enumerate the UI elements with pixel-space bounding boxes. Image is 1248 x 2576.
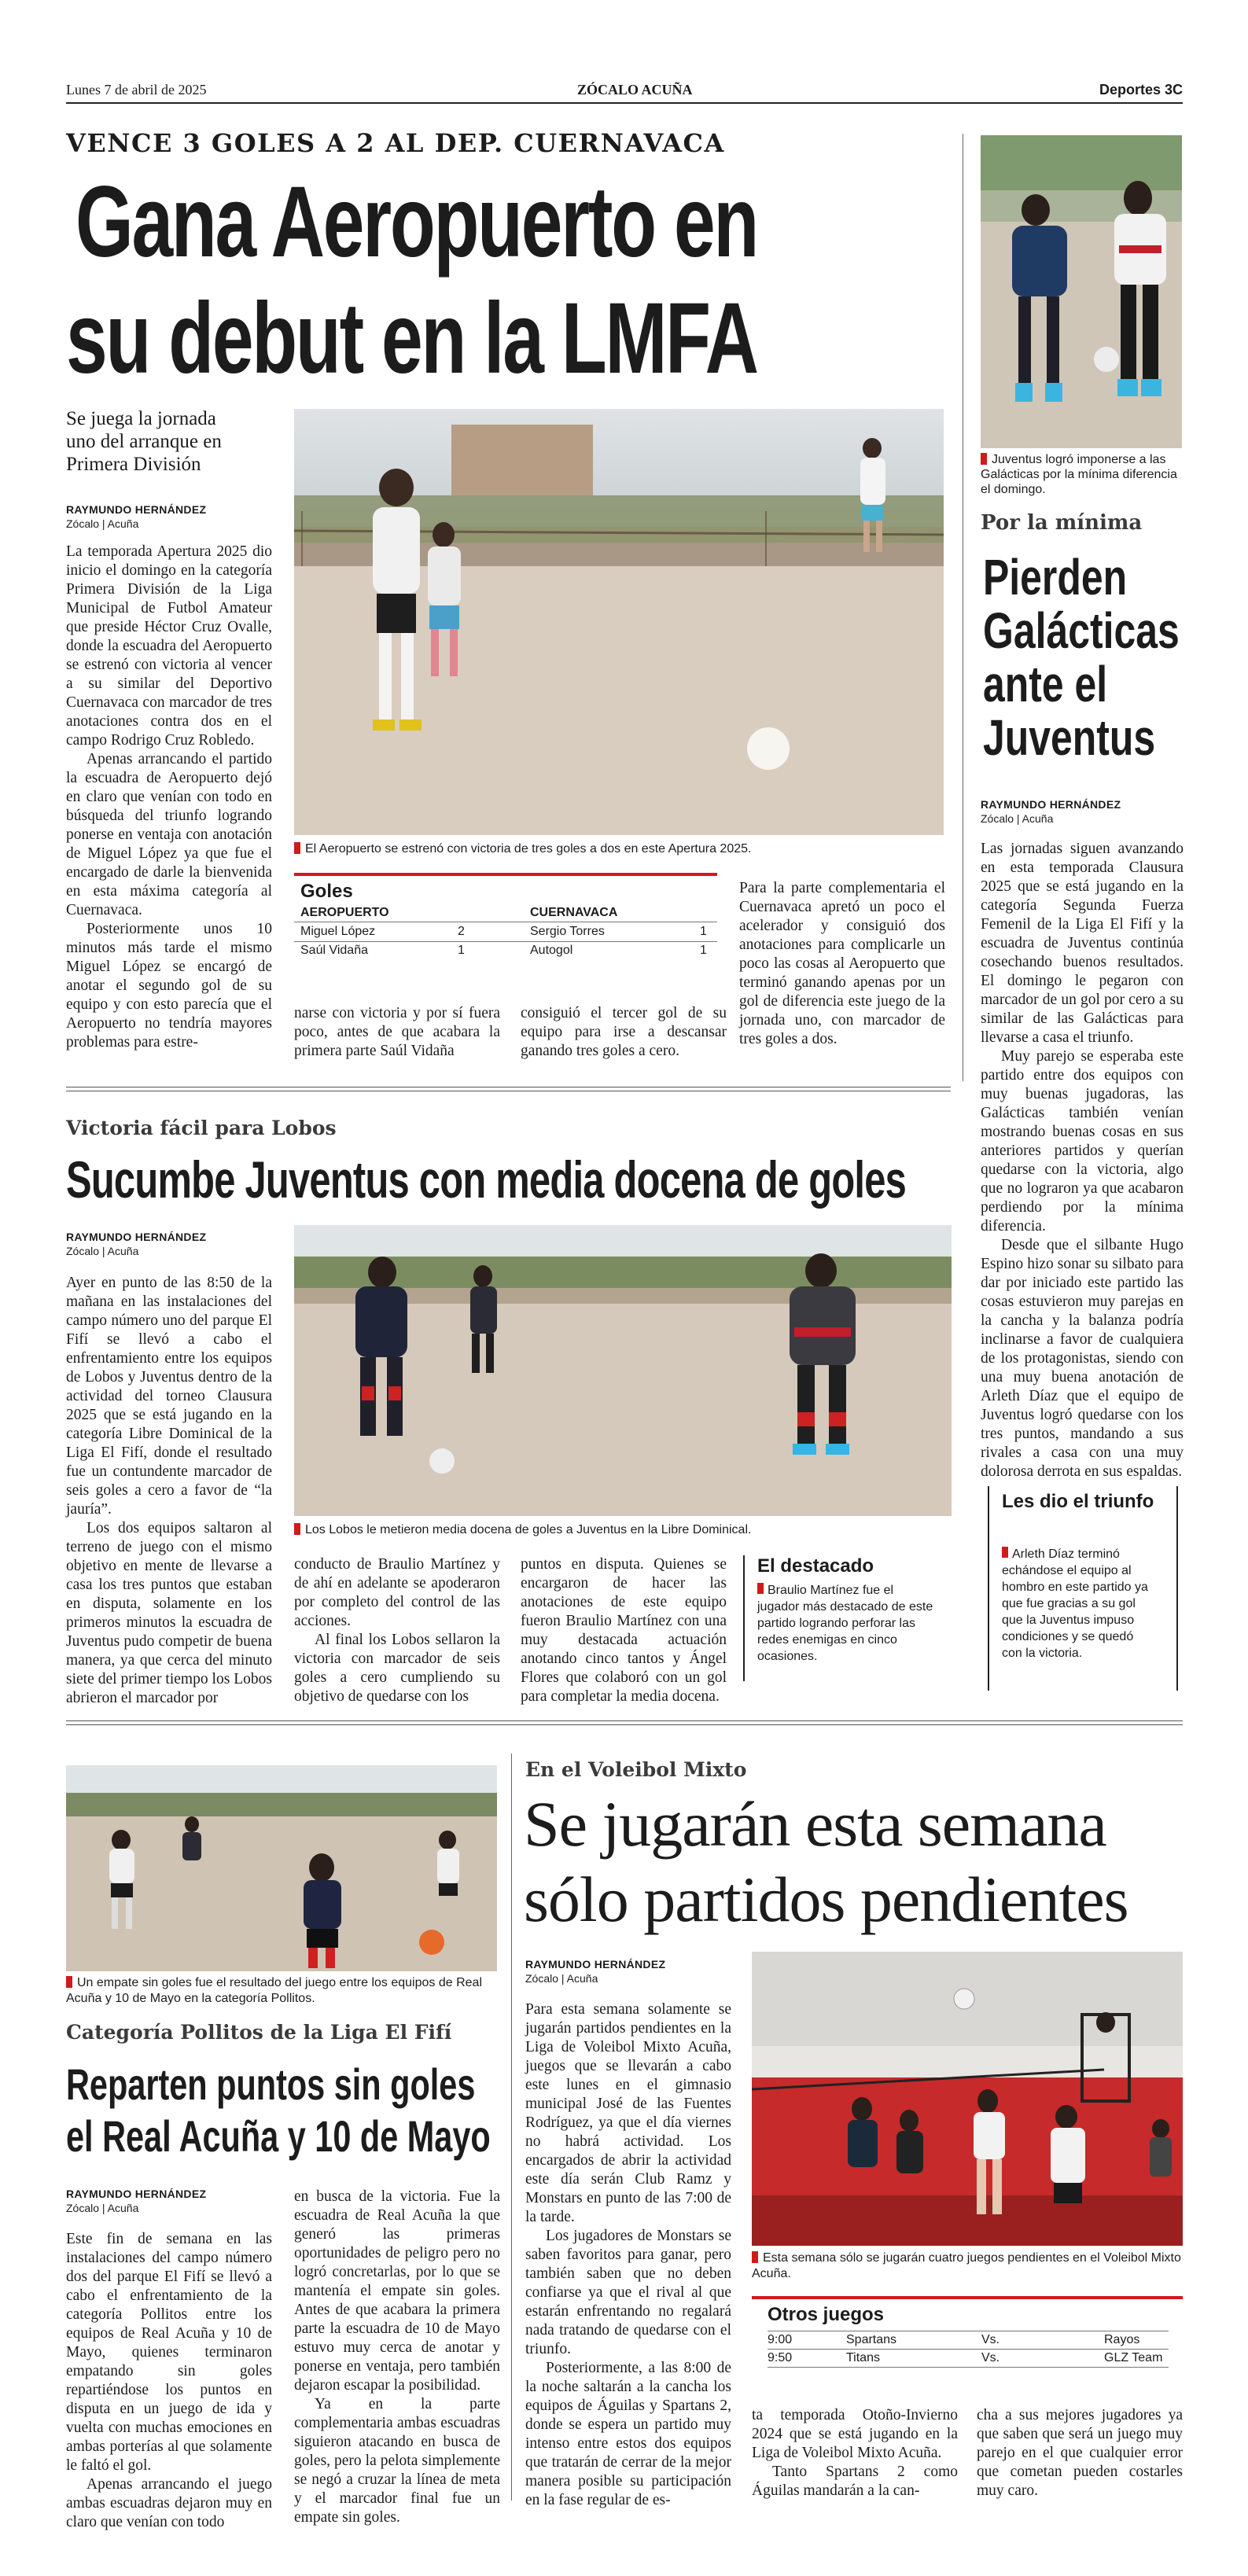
story2-caption-text: Juventus logró imponerse a las Galácticas por la mínima diferencia el domingo. (981, 453, 1177, 496)
story4-byline: RAYMUNDO HERNÁNDEZ (66, 2188, 207, 2200)
story1-headline (66, 164, 939, 407)
goals-row1-p2: Sergio Torres (530, 925, 605, 938)
header-paper-name: ZÓCALO ACUÑA (577, 82, 693, 98)
story1-column-2: narse con victoria y por sí fuera poco, antes de que acabara la primera parte Saúl Vidaña (294, 1005, 500, 1059)
story3-kicker: Victoria fácil para Lobos (66, 1117, 337, 1139)
story2-box-text-wrap (1002, 1546, 1151, 1662)
womens-soccer-photo-illustration (981, 135, 1182, 448)
story1-byline-block (66, 503, 271, 530)
story2-headline-line2: Galácticas (983, 602, 1180, 659)
column-divider (511, 1754, 512, 2501)
story5-column-2 (752, 2406, 958, 2501)
soccer-photo-illustration (294, 409, 944, 835)
paragraph: Apenas arrancando el juego ambas escuadras dejaron muy en claro que venían con todo (66, 2476, 272, 2530)
volleyball-photo-illustration (752, 1952, 1183, 2246)
paragraph: Posteriormente unos 10 minutos más tarde el mismo Miguel López se encargó de anotar el segundo gol de su equipo y con esto parecía que el Aeropuerto no tendría mayores problemas para estre- (66, 921, 272, 1051)
section-divider (66, 1087, 951, 1091)
story2-byline-sub: Zócalo | Acuña (981, 812, 1054, 825)
story3-headline-wrap (66, 1150, 955, 1213)
paragraph: Posteriormente, a las 8:00 de la noche saltarán a la cancha los equipos de Águilas y Spartans 2, donde se espera un partido muy intenso entre estos dos equipos que tratarán de cerrar de la mejor manera posible su participación en la fase regular de es- (525, 2360, 731, 2508)
story1-caption-text: El Aeropuerto se estrenó con victoria de tres goles a dos en este Apertura 2025. (305, 842, 752, 856)
paragraph: Los jugadores de Monstars se saben favoritos para ganar, pero también saben que no deben confiarse ya que el rival al que estarán enfrentando no regalará nada tratando de quedarse con el triunfo. (525, 2228, 731, 2357)
story3-headline: Sucumbe Juventus con media docena de goles (66, 1150, 907, 1209)
games-row1-vs: Vs. (981, 2333, 1000, 2346)
goals-row1-g2: 1 (700, 925, 707, 938)
games-row2-home: Titans (846, 2351, 880, 2364)
story5-photo (752, 1952, 1183, 2246)
story3-box-text-wrap (757, 1582, 938, 1665)
story3-column-3 (521, 1555, 727, 1706)
games-row2-away: GLZ Team (1104, 2351, 1163, 2364)
games-row1-time: 9:00 (768, 2333, 793, 2346)
kids-soccer-photo-illustration (66, 1765, 497, 1971)
page-header (66, 79, 1183, 104)
caption-marker-icon (294, 1523, 300, 1535)
story4-photo (66, 1765, 497, 1971)
story5-byline-sub: Zócalo | Acuña (525, 1972, 598, 1985)
goals-box-title: Goles (300, 881, 353, 902)
paragraph: en busca de la victoria. Fue la escuadra de Real Acuña la que generó las primeras oportunidades de peligro pero no logró concretarlas, por lo que se mantenía el empate sin goles. Antes de que acabara la primera parte la escuadra de 10 de Mayo estuvo muy cerca de anotar y ponerse en ventaja, pero también dejaron escapar la posibilidad. (294, 2188, 500, 2394)
story2-box (988, 1486, 1178, 1691)
paragraph: Apenas arrancando el partido la escuadra de Aeropuerto dejó en claro que venían con todo en búsqueda del triunfo logrando ponerse en ventaja con anotación de Miguel López ya que fue el encargado de darle la bienvenida en esta máxima categoría al Cuernavaca. (66, 751, 272, 918)
box-marker-icon (1002, 1547, 1008, 1558)
story5-byline: RAYMUNDO HERNÁNDEZ (525, 1958, 666, 1971)
paragraph: Tanto Spartans 2 como Águilas mandarán a la can- (752, 2464, 958, 2499)
story3-photo (294, 1225, 952, 1516)
section-divider (66, 1720, 1183, 1725)
story4-headline-line2: el Real Acuña y 10 de Mayo (66, 2111, 491, 2161)
paragraph: puntos en disputa. Quienes se encargaron de hacer las anotaciones de este equipo fueron Braulio Martínez con una muy destacada actuación anotando cinco tantos y Ángel Flores que colaboró con un gol para completar la media docena. (521, 1556, 727, 1705)
goals-row1-g1: 2 (458, 925, 465, 938)
paragraph: Al final los Lobos sellaron la victoria con marcador de seis goles a cero cumpliendo su objetivo de quedarse con los (294, 1632, 500, 1705)
games-box (752, 2296, 1183, 2376)
story3-column-1 (66, 1274, 272, 1708)
story1-byline: RAYMUNDO HERNÁNDEZ (66, 503, 207, 516)
goals-row2-p1: Saúl Vidaña (300, 944, 368, 957)
story4-caption-text: Un empate sin goles fue el resultado del juego entre los equipos de Real Acuña y 10 de Mayo en la categoría Pollitos. (66, 1976, 482, 2005)
story3-byline-block (66, 1231, 271, 1257)
games-row2-time: 9:50 (768, 2351, 793, 2364)
goals-row1-p1: Miguel López (300, 925, 376, 938)
story3-box-title: El destacado (757, 1555, 874, 1577)
paragraph: Para esta semana solamente se jugarán partidos pendientes en la Liga de Voleibol Mixto Acuña, juegos que se llevarán a cabo este lunes en el gimnasio municipal José de las Fuentes Rodríguez, ya que el día viernes no habrá actividad. Los encargados de abrir la actividad este día serán Club Ramz y Monstars en punto de las 7:00 de la tarde. (525, 2001, 731, 2225)
story3-photo-caption (294, 1522, 952, 1538)
header-date: Lunes 7 de abril de 2025 (66, 82, 207, 98)
story1-byline-sub: Zócalo | Acuña (66, 517, 139, 530)
paragraph: ta temporada Otoño-Invierno 2024 que se está jugando en la Liga de Voleibol Mixto Acuña. (752, 2407, 958, 2461)
story2-box-title: Les dio el triunfo (1002, 1491, 1154, 1512)
story4-photo-caption (66, 1975, 497, 2007)
story3-byline: RAYMUNDO HERNÁNDEZ (66, 1231, 207, 1243)
story2-kicker: Por la mínima (981, 511, 1143, 535)
box-marker-icon (757, 1583, 764, 1594)
caption-marker-icon (752, 2251, 758, 2263)
story5-kicker: En el Voleibol Mixto (525, 1758, 747, 1781)
story4-byline-block (66, 2188, 271, 2214)
story4-headline (66, 2059, 506, 2169)
story2-byline: RAYMUNDO HERNÁNDEZ (981, 798, 1121, 811)
goals-row2-p2: Autogol (530, 944, 573, 957)
games-row2-vs: Vs. (981, 2351, 1000, 2364)
paragraph: Ayer en punto de las 8:50 de la mañana en las instalaciones del campo número uno del parque El Fifí se llevó a cabo el enfrentamiento entre los equipos de Lobos y Juventus dentro de la actividad del torneo Clausura 2025 que se está jugando en la categoría Libre Dominical de la Liga El Fifí, donde el resultado fue un contundente marcador de seis goles a cero a favor de “la jauría”. (66, 1275, 272, 1518)
goals-team1: AEROPUERTO (300, 906, 389, 919)
paragraph: La temporada Apertura 2025 dio inicio el domingo en la categoría Primera División de la Liga Municipal de Futbol Amateur que preside Héctor Cruz Ovalle, donde la escuadra del Aeropuerto se estrenó con victoria al vencer a su similar del Deportivo Cuernavaca con marcador de tres anotaciones contra dos en el campo Rodrigo Cruz Robledo. (66, 543, 272, 749)
story2-body (981, 840, 1184, 1481)
story4-byline-sub: Zócalo | Acuña (66, 2202, 139, 2214)
caption-marker-icon (294, 842, 300, 854)
story2-photo (981, 135, 1182, 448)
games-box-title: Otros juegos (768, 2304, 885, 2325)
paragraph: Las jornadas siguen avanzando en esta temporada Clausura 2025 que se está jugando en la categoría Segunda Fuerza Femenil de la Liga El Fifí y la escuadra de Juventus continúa cosechando buenos resultados. El domingo le pegaron con marcador de un gol por cero a su similar de las Galácticas para llevarse a casa el triunfo. (981, 841, 1184, 1046)
story2-photo-caption (981, 452, 1182, 497)
story1-deck: Se juega la jornada uno del arranque en Primera División (66, 408, 222, 475)
paragraph: Para la parte complementaria el Cuernavaca apretó un poco el acelerador y consiguió dos anotaciones para complicarle un poco las cosas al Aeropuerto que terminó ganando apenas por un gol de diferencia este juego de la jornada uno, con marcador de tres goles a dos. (739, 880, 945, 1047)
story3-column-2 (294, 1555, 500, 1706)
story5-headline-line2: sólo partidos pendientes (524, 1864, 1128, 1935)
story3-box-text: Braulio Martínez fue el jugador más destacado de este partido logrando perforar las redes enemigas en cinco ocasiones. (757, 1584, 933, 1663)
story2-headline-line1: Pierden (983, 549, 1128, 605)
story1-headline-line2: su debut en la LMFA (66, 282, 757, 395)
paragraph: Los dos equipos saltaron al terreno de juego con el mismo objetivo en mente de llevarse a casa los tres puntos que estaban en disputa, solamente en los primeros minutos la escuadra de Juventus pudo competir de buena manera, ya que cerca del minuto siete del primer tiempo los Lobos abrieron el marcador por (66, 1520, 272, 1706)
story4-headline-line1: Reparten puntos sin goles (66, 2059, 476, 2109)
story3-byline-sub: Zócalo | Acuña (66, 1245, 139, 1257)
story5-byline-block (525, 1958, 730, 1985)
soccer-photo-illustration (294, 1225, 952, 1516)
paragraph: Ya en la parte complementaria ambas escuadras siguieron atacando en busca de goles, pero la pelota simplemente se negó a cruzar la línea de meta y el marcador final fue un empate sin goles. (294, 2396, 500, 2526)
paragraph: Este fin de semana en las instalaciones del campo número dos del parque El Fifí se llevó a cabo el enfrentamiento de la categoría Pollitos entre los equipos de Real Acuña y 10 de Mayo, quienes terminaron empatando sin goles repartiéndose los puntos en disputa en un juego de ida y vuelta con muchas emociones en ambas porterías al que solamente le faltó el gol. (66, 2231, 272, 2474)
story2-box-text: Arleth Díaz terminó echándose el equipo al hombro en este partido ya que fue gracias a su gol que la Juventus impuso condiciones y se quedó con la victoria. (1002, 1547, 1148, 1660)
story1-photo-caption (294, 841, 944, 857)
story4-column-1 (66, 2230, 272, 2532)
caption-marker-icon (981, 453, 987, 465)
story1-column-1 (66, 543, 272, 1052)
story3-caption-text: Los Lobos le metieron media docena de goles a Juventus en la Libre Dominical. (305, 1523, 752, 1536)
story2-headline-line3: ante el (983, 656, 1108, 712)
story5-column-3 (977, 2406, 1183, 2501)
goals-team2: CUERNAVACA (530, 906, 618, 919)
story4-column-2 (294, 2188, 500, 2527)
goals-row2-g1: 1 (458, 944, 465, 957)
story5-caption-text: Esta semana sólo se jugarán cuatro juegos pendientes en el Voleibol Mixto Acuña. (752, 2251, 1181, 2280)
caption-marker-icon (66, 1976, 72, 1988)
paragraph: Desde que el silbante Hugo Espino hizo sonar su silbato para dar por iniciado este partido las cosas estuvieron muy parejas en la cancha y la balanza podría inclinarse a favor de cualquiera de los protagonistas, siendo con una muy buena anotación de Arleth Díaz que el equipo de Juventus logró quedarse con los tres puntos, mandando a sus rivales a casa con una muy dolorosa derrota en sus espaldas. (981, 1237, 1184, 1480)
goals-box (294, 873, 717, 956)
story5-headline (524, 1787, 1184, 1938)
header-section: Deportes 3C (1099, 82, 1183, 98)
story1-column-3: consiguió el tercer gol de su equipo para irse a descansar ganando tres goles a cero. (521, 1005, 727, 1059)
story1-kicker: VENCE 3 GOLES A 2 AL DEP. CUERNAVACA (66, 128, 725, 158)
story5-photo-caption (752, 2250, 1183, 2282)
games-row1-away: Rayos (1104, 2333, 1140, 2346)
story2-headline-line4: Juventus (983, 709, 1156, 766)
story5-headline-line1: Se jugarán esta semana (524, 1788, 1106, 1860)
story1-photo (294, 409, 944, 835)
goals-row2-g2: 1 (700, 944, 707, 957)
paragraph: conducto de Braulio Martínez y de ahí en adelante se apoderaron por completo del control de las acciones. (294, 1556, 500, 1629)
story4-kicker: Categoría Pollitos de la Liga El Fifí (66, 2021, 452, 2044)
games-row1-home: Spartans (846, 2333, 897, 2346)
story1-headline-line1: Gana Aeropuerto en (75, 166, 758, 278)
paragraph: Muy parejo se esperaba este partido entre dos equipos con muy buenas jugadoras, las Galácticas también venían mostrando buenas cosas en sus anteriores partidos y querían quedarse con la victoria, algo que no lograron ya que acabaron perdiendo por la mínima diferencia. (981, 1048, 1184, 1235)
story2-byline-block (981, 798, 1182, 825)
story5-column-1 (525, 2000, 731, 2510)
paragraph: cha a sus mejores jugadores ya que saben que será un juego muy parejo en el que cualquier error que cometan pueden costarles muy caro. (977, 2407, 1183, 2499)
story3-box (743, 1555, 949, 1681)
story1-column-4 (739, 879, 945, 1049)
